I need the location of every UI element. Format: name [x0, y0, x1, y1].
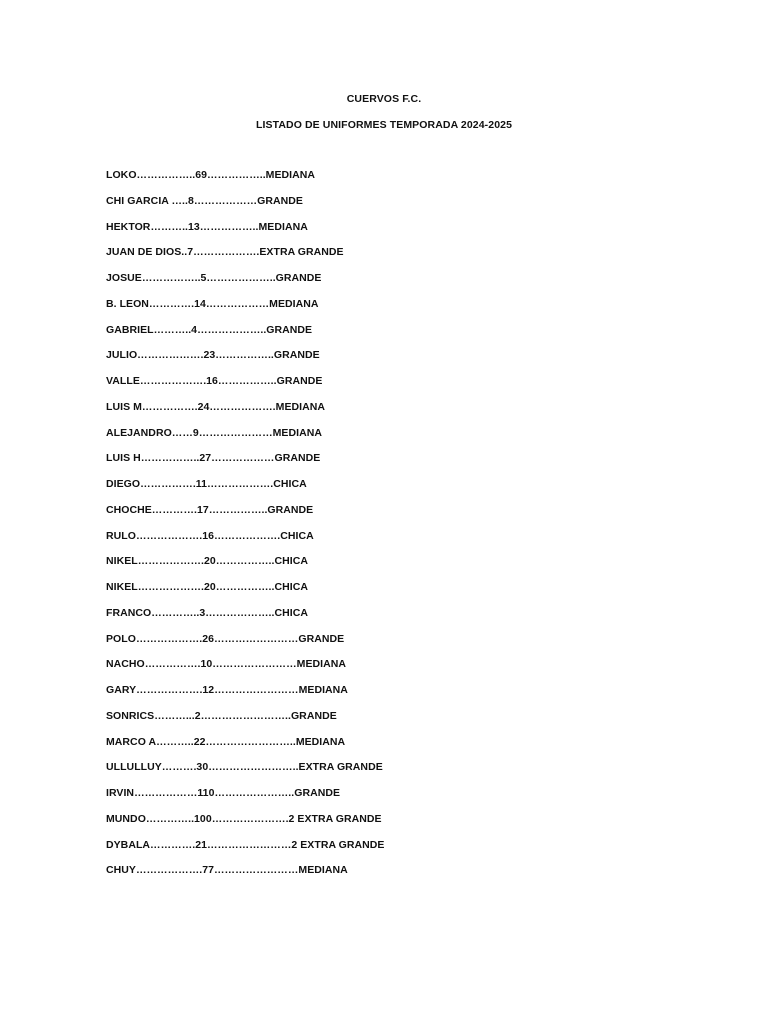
list-item: MUNDO…………..100………………….2 EXTRA GRANDE [106, 812, 382, 825]
list-item: LUIS H……………..27………………GRANDE [106, 452, 321, 465]
list-item: SONRICS………...2……………………..GRANDE [106, 709, 337, 722]
list-item: DIEGO…………….11……………….CHICA [106, 478, 307, 490]
list-item: JOSUE……………..5………………..GRANDE [106, 272, 322, 284]
document-title: CUERVOS F.C. [346, 93, 422, 105]
list-item: HEKTOR………..13……………..MEDIANA [106, 220, 308, 233]
list-item: CHUY……………….77……………………MEDIANA [106, 864, 348, 877]
list-item: CHI GARCIA …..8………………GRANDE [106, 194, 303, 207]
list-item: IRVIN………………110…………………..GRANDE [106, 787, 341, 799]
list-item: FRANCO…………..3………………..CHICA [106, 606, 308, 619]
uniform-list [106, 168, 384, 889]
list-item: LUIS M…………….24……………….MEDIANA [106, 400, 325, 413]
list-item: ALEJANDRO……9…………………MEDIANA [106, 426, 322, 439]
list-item: POLO……………….26……………………GRANDE [106, 632, 345, 645]
list-item: JULIO……………….23……………..GRANDE [106, 349, 320, 362]
list-item: ULLULLUY……….30……………………..EXTRA GRANDE [106, 761, 383, 774]
list-item: RULO……………….16……………….CHICA [106, 529, 314, 542]
list-item: GABRIEL………..4………………..GRANDE [106, 323, 313, 336]
list-item: LOKO……………..69……………..MEDIANA [106, 169, 316, 181]
list-item: B. LEON………….14………………MEDIANA [106, 297, 319, 310]
list-item: VALLE……………….16……………..GRANDE [106, 375, 323, 387]
list-item: NIKEL……………….20……………..CHICA [106, 555, 308, 568]
list-item: CHOCHE………….17……………..GRANDE [106, 503, 314, 516]
document-subtitle: LISTADO DE UNIFORMES TEMPORADA 2024-2025 [255, 119, 513, 131]
list-item: MARCO A………..22……………………..MEDIANA [106, 735, 346, 748]
list-item: DYBALA………….21……………………2 EXTRA GRANDE [106, 838, 385, 851]
list-item: NACHO…………….10……………………MEDIANA [106, 658, 346, 671]
list-item: NIKEL……………….20……………..CHICA [106, 581, 308, 593]
list-item: GARY……………….12……………………MEDIANA [106, 684, 348, 696]
list-item: JUAN DE DIOS..7……………….EXTRA GRANDE [106, 246, 344, 259]
